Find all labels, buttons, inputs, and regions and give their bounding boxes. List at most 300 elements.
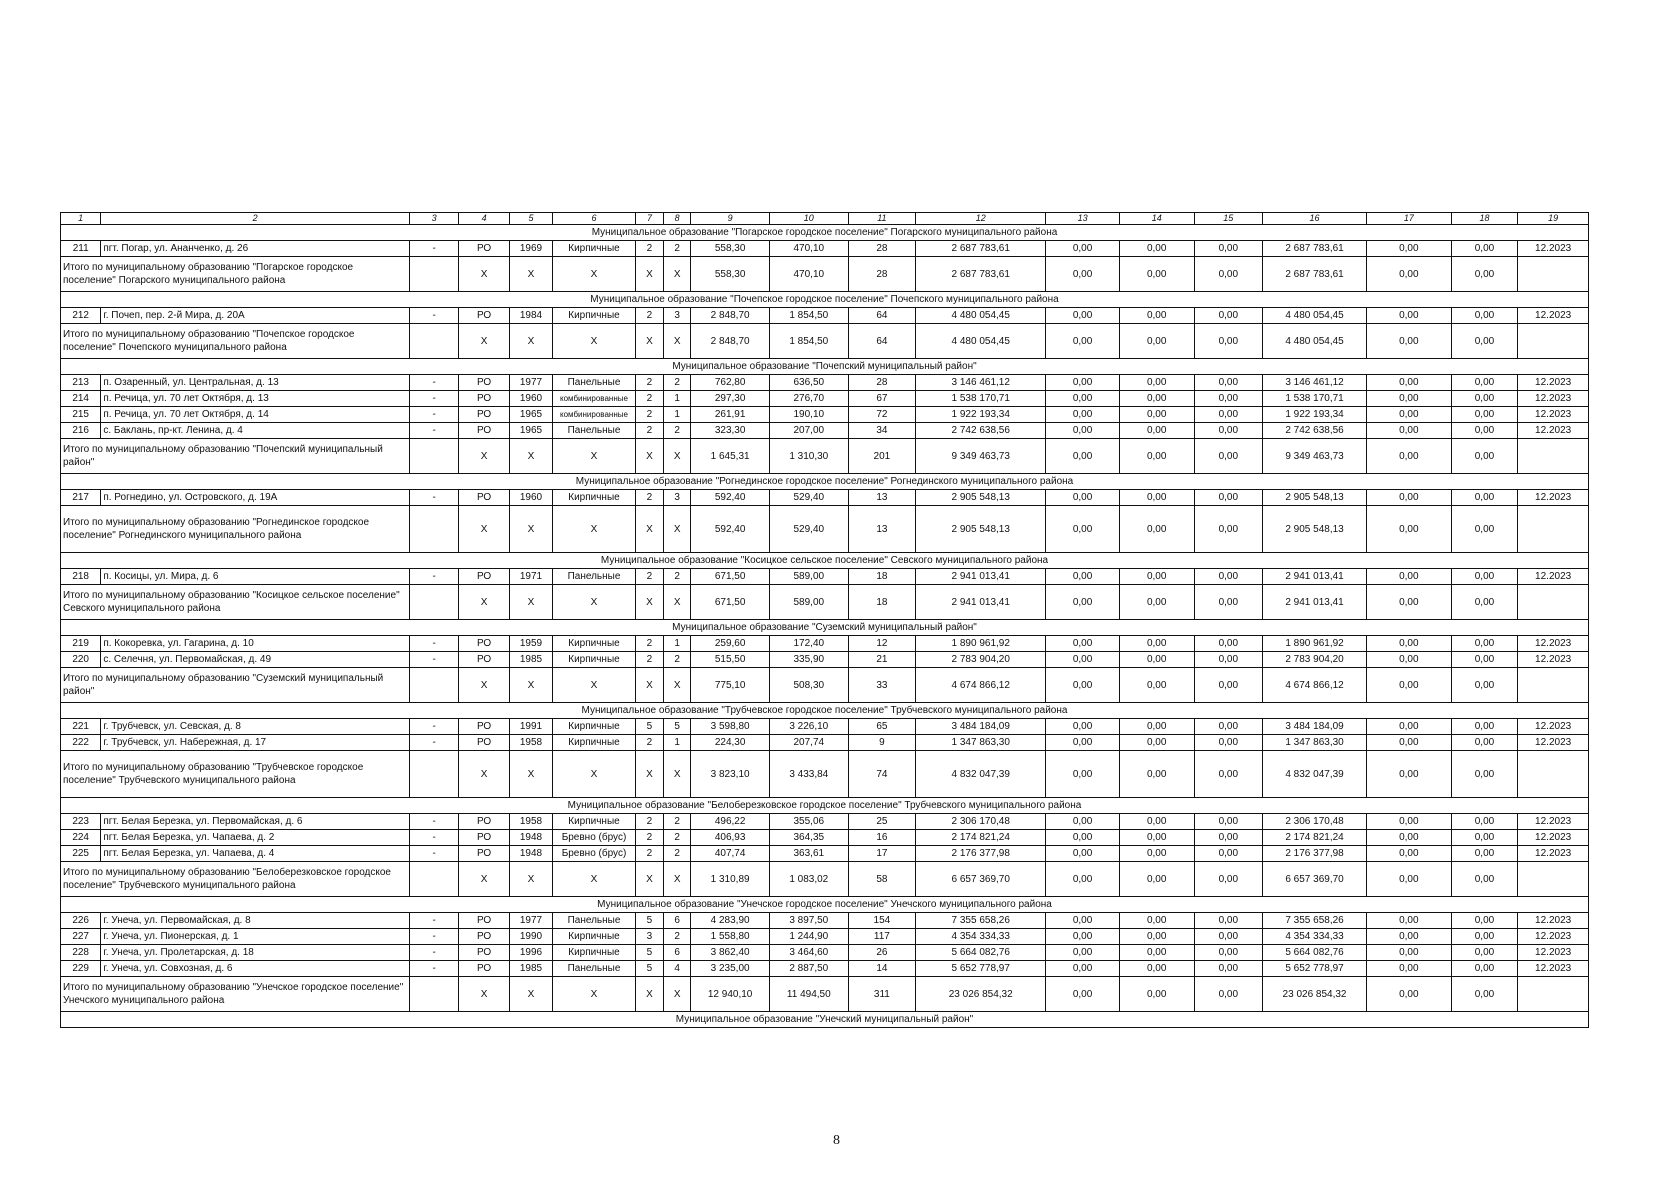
table-cell: 0,00 xyxy=(1451,308,1518,324)
table-cell: 0,00 xyxy=(1451,846,1518,862)
total-cell xyxy=(1518,862,1589,897)
table-cell: 1948 xyxy=(509,846,552,862)
total-cell xyxy=(1518,585,1589,620)
total-cell xyxy=(409,751,458,798)
total-cell: 13 xyxy=(848,506,916,553)
table-cell: 4 354 334,33 xyxy=(916,929,1046,945)
table-cell: 2 941 013,41 xyxy=(916,569,1046,585)
table-cell: 2 941 013,41 xyxy=(1263,569,1367,585)
municipality-header xyxy=(61,225,1589,241)
table-cell: 0,00 xyxy=(1119,830,1194,846)
total-cell: X xyxy=(509,506,552,553)
table-cell: 0,00 xyxy=(1451,735,1518,751)
table-cell: РО xyxy=(459,490,509,506)
table-cell: 0,00 xyxy=(1451,391,1518,407)
table-cell: 227 xyxy=(61,929,101,945)
table-cell: 0,00 xyxy=(1046,830,1120,846)
column-number: 17 xyxy=(1366,213,1451,225)
municipality-header xyxy=(61,703,1589,719)
column-number: 13 xyxy=(1046,213,1120,225)
table-cell: 0,00 xyxy=(1451,945,1518,961)
table-cell: 67 xyxy=(848,391,916,407)
table-cell: 215 xyxy=(61,407,101,423)
table-cell: 0,00 xyxy=(1451,652,1518,668)
table-cell: 0,00 xyxy=(1046,407,1120,423)
municipality-header xyxy=(61,1012,1589,1028)
table-cell: 1960 xyxy=(509,490,552,506)
table-row xyxy=(61,719,1589,735)
table-cell: 1 558,80 xyxy=(691,929,770,945)
municipality-title: Муниципальное образование "Рогнединское городское поселение" Рогнединского муниципального района xyxy=(61,474,1589,490)
total-cell: 3 823,10 xyxy=(691,751,770,798)
table-row xyxy=(61,241,1589,257)
table-row xyxy=(61,735,1589,751)
table-cell: РО xyxy=(459,391,509,407)
total-cell xyxy=(409,257,458,292)
table-cell: - xyxy=(409,569,458,585)
table-cell: пгт. Погар, ул. Ананченко, д. 26 xyxy=(101,241,410,257)
municipality-header xyxy=(61,897,1589,913)
table-cell: 0,00 xyxy=(1119,407,1194,423)
total-cell: 2 848,70 xyxy=(691,324,770,359)
table-cell: 2 176 377,98 xyxy=(1263,846,1367,862)
total-cell: 6 657 369,70 xyxy=(916,862,1046,897)
table-cell: РО xyxy=(459,241,509,257)
table-cell: г. Трубчевск, ул. Набережная, д. 17 xyxy=(101,735,410,751)
total-cell: 0,00 xyxy=(1119,506,1194,553)
total-row xyxy=(61,862,1589,897)
table-cell: - xyxy=(409,913,458,929)
table-row xyxy=(61,423,1589,439)
table-cell: 12.2023 xyxy=(1518,913,1589,929)
table-cell: 1 xyxy=(664,391,691,407)
table-cell: 0,00 xyxy=(1119,391,1194,407)
table-cell: 2 xyxy=(664,423,691,439)
total-cell: 28 xyxy=(848,257,916,292)
column-number: 4 xyxy=(459,213,509,225)
table-cell: 0,00 xyxy=(1451,830,1518,846)
table-cell: 0,00 xyxy=(1194,308,1263,324)
total-label: Итого по муниципальному образованию "Унечское городское поселение" Унечского муниципального района xyxy=(61,977,410,1012)
total-cell: 2 687 783,61 xyxy=(916,257,1046,292)
table-cell: 1977 xyxy=(509,375,552,391)
total-cell: 0,00 xyxy=(1194,862,1263,897)
table-cell: 671,50 xyxy=(691,569,770,585)
table-cell: 6 xyxy=(664,913,691,929)
table-cell: 0,00 xyxy=(1119,961,1194,977)
total-cell: X xyxy=(664,862,691,897)
total-cell: 11 494,50 xyxy=(769,977,848,1012)
table-cell: 18 xyxy=(848,569,916,585)
table-cell: 214 xyxy=(61,391,101,407)
table-cell: 12 xyxy=(848,636,916,652)
table-row xyxy=(61,308,1589,324)
table-cell: 0,00 xyxy=(1194,961,1263,977)
column-number: 12 xyxy=(916,213,1046,225)
table-cell: 0,00 xyxy=(1366,423,1451,439)
table-cell: - xyxy=(409,490,458,506)
table-cell: 12.2023 xyxy=(1518,929,1589,945)
total-cell: 589,00 xyxy=(769,585,848,620)
table-cell: 0,00 xyxy=(1046,308,1120,324)
table-cell: 0,00 xyxy=(1046,961,1120,977)
table-cell: 0,00 xyxy=(1366,929,1451,945)
table-cell: 4 xyxy=(664,961,691,977)
column-number: 3 xyxy=(409,213,458,225)
total-cell: 671,50 xyxy=(691,585,770,620)
table-cell: 0,00 xyxy=(1119,636,1194,652)
table-cell: 34 xyxy=(848,423,916,439)
table-cell: 1 347 863,30 xyxy=(1263,735,1367,751)
total-cell: 0,00 xyxy=(1119,862,1194,897)
table-cell: 2 848,70 xyxy=(691,308,770,324)
total-cell: 0,00 xyxy=(1194,324,1263,359)
table-cell: 2 xyxy=(635,735,663,751)
total-cell: X xyxy=(459,506,509,553)
table-cell: 2 306 170,48 xyxy=(916,814,1046,830)
table-cell: 1948 xyxy=(509,830,552,846)
total-cell: 558,30 xyxy=(691,257,770,292)
table-cell: 217 xyxy=(61,490,101,506)
table-cell: РО xyxy=(459,945,509,961)
table-cell: 154 xyxy=(848,913,916,929)
table-cell: 2 xyxy=(635,652,663,668)
total-cell: 0,00 xyxy=(1194,751,1263,798)
table-cell: 0,00 xyxy=(1366,490,1451,506)
total-cell: X xyxy=(553,257,636,292)
column-number: 1 xyxy=(61,213,101,225)
table-cell: Бревно (брус) xyxy=(553,846,636,862)
table-cell: 5 xyxy=(635,719,663,735)
table-cell: 5 xyxy=(635,961,663,977)
table-cell: 2 xyxy=(635,241,663,257)
table-cell: 2 xyxy=(664,929,691,945)
table-cell: РО xyxy=(459,846,509,862)
table-cell: комбинированные xyxy=(553,407,636,423)
table-cell: 2 xyxy=(635,407,663,423)
municipality-title: Муниципальное образование "Погарское городское поселение" Погарского муниципального района xyxy=(61,225,1589,241)
total-cell: 0,00 xyxy=(1451,439,1518,474)
total-cell: 2 905 548,13 xyxy=(1263,506,1367,553)
table-cell: 762,80 xyxy=(691,375,770,391)
table-cell: - xyxy=(409,636,458,652)
table-cell: РО xyxy=(459,913,509,929)
table-cell: с. Баклань, пр-кт. Ленина, д. 4 xyxy=(101,423,410,439)
table-cell: 2 xyxy=(635,814,663,830)
table-cell: 28 xyxy=(848,241,916,257)
total-cell: 2 941 013,41 xyxy=(1263,585,1367,620)
table-cell: 0,00 xyxy=(1194,735,1263,751)
table-cell: 3 897,50 xyxy=(769,913,848,929)
total-cell: X xyxy=(635,862,663,897)
table-cell: 0,00 xyxy=(1046,569,1120,585)
table-cell: 0,00 xyxy=(1119,913,1194,929)
table-cell: 14 xyxy=(848,961,916,977)
table-row xyxy=(61,636,1589,652)
total-cell: 4 480 054,45 xyxy=(916,324,1046,359)
table-cell: 216 xyxy=(61,423,101,439)
table-cell: 297,30 xyxy=(691,391,770,407)
table-cell: 0,00 xyxy=(1119,945,1194,961)
total-cell: 0,00 xyxy=(1119,324,1194,359)
total-cell xyxy=(1518,668,1589,703)
total-cell xyxy=(1518,977,1589,1012)
total-cell: X xyxy=(459,668,509,703)
table-cell: 12.2023 xyxy=(1518,846,1589,862)
total-cell: X xyxy=(553,506,636,553)
table-cell: 12.2023 xyxy=(1518,636,1589,652)
total-cell: X xyxy=(459,977,509,1012)
table-cell: 2 xyxy=(664,814,691,830)
table-cell: 558,30 xyxy=(691,241,770,257)
table-cell: 226 xyxy=(61,913,101,929)
table-cell: 529,40 xyxy=(769,490,848,506)
total-cell: 0,00 xyxy=(1046,506,1120,553)
table-cell: 3 xyxy=(635,929,663,945)
table-cell: 0,00 xyxy=(1366,636,1451,652)
total-cell: 4 674 866,12 xyxy=(1263,668,1367,703)
table-cell: г. Унеча, ул. Пионерская, д. 1 xyxy=(101,929,410,945)
table-cell: 2 xyxy=(635,423,663,439)
table-cell: 21 xyxy=(848,652,916,668)
total-cell: X xyxy=(509,257,552,292)
total-cell: 0,00 xyxy=(1366,585,1451,620)
table-cell: 2 174 821,24 xyxy=(916,830,1046,846)
table-cell: 0,00 xyxy=(1366,652,1451,668)
table-cell: 1990 xyxy=(509,929,552,945)
table-cell: - xyxy=(409,929,458,945)
table-row xyxy=(61,846,1589,862)
table-cell: 1965 xyxy=(509,407,552,423)
table-cell: 2 xyxy=(635,636,663,652)
table-cell: РО xyxy=(459,961,509,977)
table-cell: 2 783 904,20 xyxy=(916,652,1046,668)
total-cell: 0,00 xyxy=(1366,439,1451,474)
municipality-header xyxy=(61,359,1589,375)
table-cell: 224,30 xyxy=(691,735,770,751)
table-cell: - xyxy=(409,735,458,751)
table-cell: 1985 xyxy=(509,961,552,977)
total-cell: X xyxy=(553,977,636,1012)
total-cell: X xyxy=(509,324,552,359)
table-cell: 0,00 xyxy=(1046,241,1120,257)
table-cell: 2 xyxy=(635,490,663,506)
municipality-header xyxy=(61,292,1589,308)
table-cell: 3 146 461,12 xyxy=(1263,375,1367,391)
table-cell: 4 480 054,45 xyxy=(1263,308,1367,324)
table-cell: 0,00 xyxy=(1194,569,1263,585)
table-cell: 1984 xyxy=(509,308,552,324)
table-cell: РО xyxy=(459,830,509,846)
table-cell: - xyxy=(409,391,458,407)
table-cell: 259,60 xyxy=(691,636,770,652)
total-label: Итого по муниципальному образованию "Рогнединское городское поселение" Рогнединского муниципального района xyxy=(61,506,410,553)
table-cell: пгт. Белая Березка, ул. Чапаева, д. 2 xyxy=(101,830,410,846)
table-cell: 0,00 xyxy=(1194,423,1263,439)
total-cell: 23 026 854,32 xyxy=(1263,977,1367,1012)
total-row xyxy=(61,977,1589,1012)
table-cell: 5 652 778,97 xyxy=(1263,961,1367,977)
total-cell: X xyxy=(664,506,691,553)
table-cell: 1960 xyxy=(509,391,552,407)
table-cell: 0,00 xyxy=(1046,929,1120,945)
total-cell: 3 433,84 xyxy=(769,751,848,798)
total-cell: 0,00 xyxy=(1046,439,1120,474)
table-row xyxy=(61,569,1589,585)
total-cell: X xyxy=(553,324,636,359)
table-cell: 0,00 xyxy=(1366,846,1451,862)
table-cell: 220 xyxy=(61,652,101,668)
municipality-title: Муниципальное образование "Суземский муниципальный район" xyxy=(61,620,1589,636)
table-cell: 3 226,10 xyxy=(769,719,848,735)
total-cell: 74 xyxy=(848,751,916,798)
table-cell: с. Селечня, ул. Первомайская, д. 49 xyxy=(101,652,410,668)
table-cell: 0,00 xyxy=(1194,652,1263,668)
total-cell: X xyxy=(635,585,663,620)
page-number: 8 xyxy=(833,1133,840,1148)
table-cell: 515,50 xyxy=(691,652,770,668)
table-cell: 0,00 xyxy=(1194,913,1263,929)
table-cell: 0,00 xyxy=(1046,846,1120,862)
total-label: Итого по муниципальному образованию "Почепский муниципальный район" xyxy=(61,439,410,474)
table-cell: п. Кокоревка, ул. Гагарина, д. 10 xyxy=(101,636,410,652)
table-cell: 5 652 778,97 xyxy=(916,961,1046,977)
total-row xyxy=(61,257,1589,292)
table-cell: 12.2023 xyxy=(1518,490,1589,506)
table-cell: 12.2023 xyxy=(1518,423,1589,439)
total-cell: 0,00 xyxy=(1366,751,1451,798)
table-row xyxy=(61,490,1589,506)
table-cell: 211 xyxy=(61,241,101,257)
table-cell: 2 xyxy=(635,375,663,391)
table-cell: 213 xyxy=(61,375,101,391)
total-cell: 0,00 xyxy=(1451,751,1518,798)
total-cell: 0,00 xyxy=(1046,324,1120,359)
table-cell: 0,00 xyxy=(1451,636,1518,652)
table-cell: 2 xyxy=(664,830,691,846)
total-cell: 18 xyxy=(848,585,916,620)
table-cell: 4 354 334,33 xyxy=(1263,929,1367,945)
municipality-title: Муниципальное образование "Белоберезковское городское поселение" Трубчевского муниципального района xyxy=(61,798,1589,814)
table-cell: 2 xyxy=(664,652,691,668)
table-cell: 2 174 821,24 xyxy=(1263,830,1367,846)
total-cell: 4 832 047,39 xyxy=(916,751,1046,798)
total-row xyxy=(61,439,1589,474)
total-label: Итого по муниципальному образованию "Белоберезковское городское поселение" Трубчевского муниципального района xyxy=(61,862,410,897)
table-cell: 2 xyxy=(635,830,663,846)
total-cell: 0,00 xyxy=(1366,862,1451,897)
total-cell: X xyxy=(459,439,509,474)
table-cell: 5 xyxy=(635,913,663,929)
table-cell: комбинированные xyxy=(553,391,636,407)
total-cell: X xyxy=(553,585,636,620)
total-cell xyxy=(409,668,458,703)
total-cell: 0,00 xyxy=(1451,257,1518,292)
table-cell: 1 890 961,92 xyxy=(1263,636,1367,652)
table-cell: 0,00 xyxy=(1194,241,1263,257)
table-cell: 223 xyxy=(61,814,101,830)
table-cell: 0,00 xyxy=(1046,391,1120,407)
table-cell: 12.2023 xyxy=(1518,391,1589,407)
table-cell: 228 xyxy=(61,945,101,961)
total-cell xyxy=(409,585,458,620)
table-cell: 0,00 xyxy=(1194,830,1263,846)
table-cell: 1 xyxy=(664,407,691,423)
table-cell: Кирпичные xyxy=(553,490,636,506)
table-row xyxy=(61,945,1589,961)
table-cell: 3 484 184,09 xyxy=(1263,719,1367,735)
table-cell: 3 862,40 xyxy=(691,945,770,961)
table-cell: РО xyxy=(459,375,509,391)
total-row xyxy=(61,585,1589,620)
table-cell: 72 xyxy=(848,407,916,423)
total-cell: 0,00 xyxy=(1046,977,1120,1012)
table-cell: Панельные xyxy=(553,569,636,585)
table-cell: 5 664 082,76 xyxy=(1263,945,1367,961)
table-cell: 2 xyxy=(635,308,663,324)
table-cell: 2 742 638,56 xyxy=(1263,423,1367,439)
table-cell: 363,61 xyxy=(769,846,848,862)
municipality-header xyxy=(61,620,1589,636)
table-cell: 221 xyxy=(61,719,101,735)
table-cell: 0,00 xyxy=(1046,375,1120,391)
column-number: 5 xyxy=(509,213,552,225)
table-cell: 0,00 xyxy=(1119,846,1194,862)
total-cell: X xyxy=(635,257,663,292)
table-cell: 3 xyxy=(664,490,691,506)
table-cell: 0,00 xyxy=(1366,569,1451,585)
total-cell: 0,00 xyxy=(1366,668,1451,703)
total-cell: 508,30 xyxy=(769,668,848,703)
table-cell: 0,00 xyxy=(1451,961,1518,977)
total-label: Итого по муниципальному образованию "Трубчевское городское поселение" Трубчевского муниципального района xyxy=(61,751,410,798)
table-row xyxy=(61,814,1589,830)
total-cell: X xyxy=(509,585,552,620)
column-number: 18 xyxy=(1451,213,1518,225)
total-cell: X xyxy=(635,668,663,703)
table-cell: 64 xyxy=(848,308,916,324)
total-cell: X xyxy=(553,439,636,474)
table-cell: Панельные xyxy=(553,913,636,929)
table-row xyxy=(61,652,1589,668)
total-cell: 9 349 463,73 xyxy=(916,439,1046,474)
total-cell: 0,00 xyxy=(1194,977,1263,1012)
municipality-header xyxy=(61,798,1589,814)
total-cell: X xyxy=(509,977,552,1012)
table-cell: 225 xyxy=(61,846,101,862)
total-cell: X xyxy=(459,324,509,359)
table-cell: 2 687 783,61 xyxy=(1263,241,1367,257)
total-label: Итого по муниципальному образованию "Косицкое сельское поселение" Севского муниципального района xyxy=(61,585,410,620)
table-cell: 0,00 xyxy=(1194,636,1263,652)
table-cell: 28 xyxy=(848,375,916,391)
table-cell: 0,00 xyxy=(1046,490,1120,506)
total-cell: 1 083,02 xyxy=(769,862,848,897)
table-cell: 1 854,50 xyxy=(769,308,848,324)
table-cell: 2 783 904,20 xyxy=(1263,652,1367,668)
total-cell: X xyxy=(635,977,663,1012)
total-cell: 0,00 xyxy=(1451,506,1518,553)
municipality-title: Муниципальное образование "Почепский муниципальный район" xyxy=(61,359,1589,375)
table-cell: Панельные xyxy=(553,961,636,977)
table-cell: 2 742 638,56 xyxy=(916,423,1046,439)
table-cell: 26 xyxy=(848,945,916,961)
total-label: Итого по муниципальному образованию "Погарское городское поселение" Погарского муниципального района xyxy=(61,257,410,292)
table-cell: Кирпичные xyxy=(553,735,636,751)
table-cell: 12.2023 xyxy=(1518,735,1589,751)
total-cell: 311 xyxy=(848,977,916,1012)
total-cell: 0,00 xyxy=(1046,585,1120,620)
